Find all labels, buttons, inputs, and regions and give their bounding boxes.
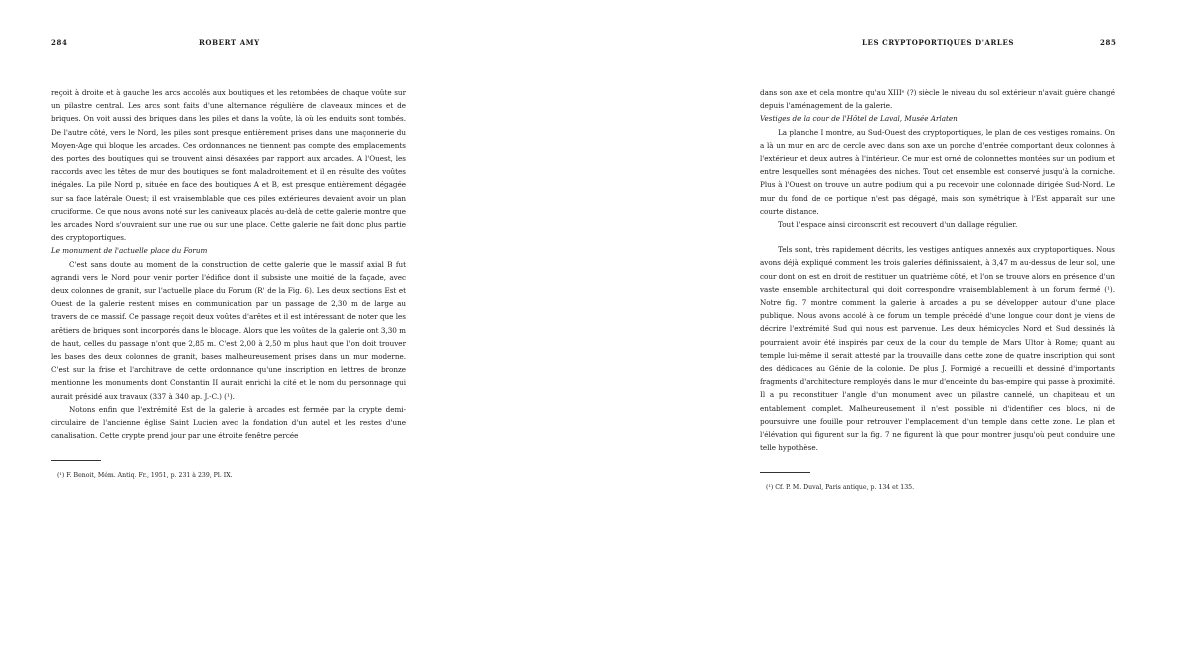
running-head: LES CRYPTOPORTIQUES D'ARLES bbox=[862, 38, 1015, 47]
paragraph: La planche I montre, au Sud-Ouest des cryptoportiques, le plan de ces vestiges romains. On a là un mur en arc de cercle avec dans son axe un porche d'entrée comportant deux colonnes à l'extérieur et deux autres à l'intérieur. Ce mur est orné de colonnettes montées sur un podium et entre lesquelles sont ménagées des niches. Tout cet ensemble est conservé jusqu'à la corniche. Plus à l'Ouest on trouve un autre podium qui a pu recevoir une colonnade dirigée Sud-Nord. Le mur du fond de ce portique n'est pas dégagé, mais son symétrique à l'Est apparaît sur une courte distance. bbox=[760, 127, 1115, 216]
right-page bbox=[589, 0, 1177, 671]
paragraph: dans son axe et cela montre qu'au XIIIᵉ (?) siècle le niveau du sol extérieur n'avait guère changé depuis l'aménagement de la galerie. bbox=[760, 88, 1115, 111]
section-title: Vestiges de la cour de l'Hôtel de Laval, Musée Arlaten bbox=[760, 114, 958, 124]
footnote-rule bbox=[51, 460, 101, 461]
paragraph: reçoit à droite et à gauche les arcs accolés aux boutiques et les retombées de chaque voûte sur un pilastre central. Les arcs sont faits d'une alternance régulière de claveaux minces et de briques. On voit aussi des briques dans les piles et dans la voûte, là où les enduits sont tombés. De l'autre côté, vers le Nord, les piles sont presque entièrement prises dans une maçonnerie du Moyen-Age qui bloque les arcades. Ces ordonnances ne tiennent pas compte des emplacements des portes des boutiques qui se trouvent ainsi désaxées par rapport aux arcades. A l'Ouest, les raccords avec les têtes de mur des boutiques se font maladroitement et il en résulte des voûtes inégales. La pile Nord p, située en face des boutiques A et B, est presque entièrement dégagée sur sa face latérale Ouest; il est vraisemblable que ces piles extérieures devaient avoir un plan cruciforme. Ce que nous avons noté sur les caniveaux placés au-delà de cette galerie montre que les arcades Nord s'ouvraient sur une rue ou sur une place. Cette galerie ne fait donc plus partie des cryptoportiques. bbox=[51, 88, 406, 243]
paragraph: Tels sont, très rapidement décrits, les vestiges antiques annexés aux cryptoportiques. Nous avons déjà expliqué comment les trois galeries définissaient, à 3,47 m au-dessus de leur sol, une cour dont on est en droit de restituer un quatrième côté, et l'on se trouve alors en présence d'un vaste ensemble architectural qui doit correspondre vraisemblablement à un forum fermé (¹). Notre fig. 7 montre comment la galerie à arcades a pu se développer autour d'une place publique. Nous avons accolé à ce forum un temple précédé d'une longue cour dont je viens de décrire l'extrémité Sud qui nous est parvenue. Les deux hémicycles Nord et Sud dessinés là pourraient avoir été inspirés par ceux de la cour du temple de Mars Ultor à Rome; quant au temple lui-même il serait attesté par la trouvaille dans cette zone de quatre inscription qui sont des dédicaces au Génie de la colonie. De plus J. Formigé a recueilli et dessiné d'importants fragments d'architecture remployés dans le mur d'enceinte du bas-empire qui passe à proximité. Il a pu reconstituer l'angle d'un monument avec un pilastre cannelé, un chapiteau et un entablement complet. Malheureusement il n'est possible ni d'identifier ces blocs, ni de poursuivre une fouille pour retrouver l'emplacement d'un temple dans cette zone. Le plan et l'élévation qui figurent sur la fig. 7 ne figurent là que pour montrer jusqu'où peut conduire une telle hypothèse. bbox=[760, 245, 1115, 453]
text-column bbox=[51, 86, 406, 481]
page-number: 284 bbox=[51, 38, 68, 47]
paragraph: C'est sans doute au moment de la construction de cette galerie que le massif axial B fut agrandi vers le Nord pour venir porter l'édifice dont il subsiste une moitié de la façade, avec deux colonnes de granit, sur l'actuelle place du Forum (R' de la Fig. 6). Les deux sections Est et Ouest de la galerie restent mises en communication par un passage de 2,30 m de large au travers de ce massif. Ce passage reçoit deux voûtes d'arêtes et il est intéressant de noter que les arêtiers de briques sont incorporés dans le blocage. Alors que les voûtes de la galerie ont 3,30 m de haut, celles du passage n'ont que 2,85 m. C'est 2,00 à 2,50 m plus haut que l'on doit trouver les bases des deux colonnes de granit, bases malheureusement prises dans un mur moderne. C'est sur la frise et l'architrave de cette ordonnance qu'une inscription en lettres de bronze mentionne les monuments dont Constantin II aurait enrichi la cité et le nom du personnage qui aurait présidé aux travaux (337 à 340 ap. J.-C.) (¹). bbox=[51, 259, 406, 401]
paragraph: Tout l'espace ainsi circonscrit est recouvert d'un dallage régulier. bbox=[778, 220, 1018, 230]
footnote: (¹) Cf. P. M. Duval, Paris antique, p. 134 et 135. bbox=[766, 484, 915, 492]
footnote: (¹) F. Benoit, Mém. Antiq. Fr., 1951, p. 231 à 239, Pl. IX. bbox=[57, 472, 233, 480]
page-number: 285 bbox=[1100, 38, 1117, 47]
section-title: Le monument de l'actuelle place du Forum bbox=[51, 246, 208, 256]
text-column bbox=[760, 86, 1115, 493]
footnote-rule bbox=[760, 472, 810, 473]
left-page bbox=[0, 0, 588, 671]
running-head: ROBERT AMY bbox=[199, 38, 260, 47]
paragraph: Notons enfin que l'extrémité Est de la galerie à arcades est fermée par la crypte demi-circulaire de l'ancienne église Saint Lucien avec la fondation d'un autel et les restes d'une canalisation. Cette crypte prend jour par une étroite fenêtre percée bbox=[51, 404, 406, 441]
